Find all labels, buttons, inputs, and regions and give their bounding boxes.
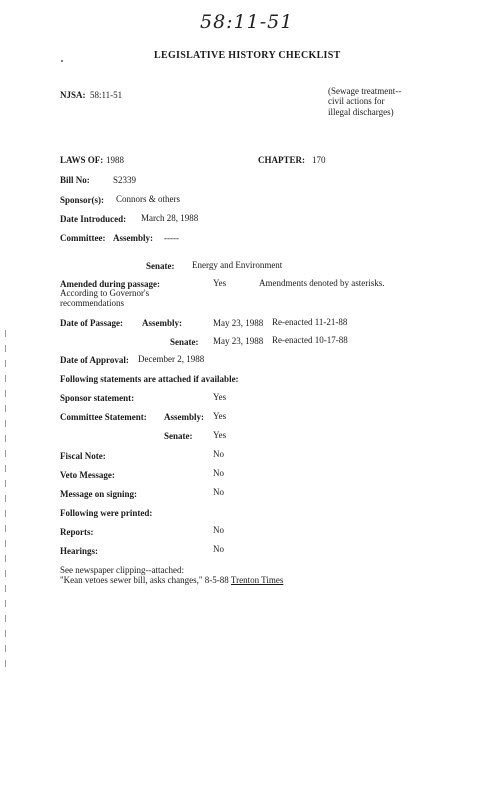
passage-senate-label: Senate: [170,337,199,347]
amended-label: Amended during passage: [60,279,161,289]
scan-edge-artifact [5,330,6,670]
laws-of-value: 1988 [106,155,124,165]
passage-senate-value: May 23, 1988 [213,336,264,346]
bill-no-value: S2339 [113,175,137,185]
amended-note: Amendments denoted by asterisks. [259,278,385,288]
bill-no-label: Bill No: [60,175,90,185]
amended-value: Yes [213,278,227,288]
passage-assembly-label: Assembly: [142,318,182,328]
veto-message-value: No [213,468,224,478]
approval-value: December 2, 1988 [138,354,205,364]
clipping-line2 [60,575,283,585]
approval-label: Date of Approval: [60,355,129,365]
hearings-label: Hearings: [60,546,98,556]
clipping-source: Trenton Times [230,575,284,585]
statements-heading: Following statements are attached if available: [60,374,239,384]
passage-senate-note: Re-enacted 10-17-88 [272,335,348,345]
passage-assembly-value: May 23, 1988 [213,318,264,328]
reports-value: No [213,525,224,535]
passage-label: Date of Passage: [60,318,123,328]
committee-senate-label: Senate: [146,261,175,271]
page-title: LEGISLATIVE HISTORY CHECKLIST [154,50,341,61]
committee-assembly-value: ----- [164,233,179,243]
sponsor-statement-label: Sponsor statement: [60,393,135,403]
sponsor-value: Connors & others [116,194,180,204]
chapter-label: CHAPTER: [258,155,305,165]
committee-statement-senate-label: Senate: [164,431,193,441]
laws-of-label: LAWS OF: [60,155,104,165]
fiscal-note-value: No [213,449,224,459]
njsa-value: 58:11-51 [90,90,123,100]
sponsor-label: Sponsor(s): [60,195,105,205]
committee-statement-label: Committee Statement: [60,412,147,422]
printed-heading: Following were printed: [60,508,153,518]
committee-senate-value: Energy and Environment [192,260,283,270]
fiscal-note-label: Fiscal Note: [60,451,106,461]
handwritten-citation: 58:11-51 [200,11,294,33]
committee-statement-assembly-label: Assembly: [164,412,204,422]
chapter-value: 170 [312,155,326,165]
committee-statement-senate-value: Yes [213,430,227,440]
njsa-description: (Sewage treatment--civil actions for illegal discharges) [328,86,402,117]
committee-assembly-label: Assembly: [113,233,153,243]
date-introduced-label: Date Introduced: [60,214,127,224]
clipping-line1: See newspaper clipping--attached: [60,565,184,575]
date-introduced-value: March 28, 1988 [141,213,199,223]
message-signing-label: Message on signing: [60,489,138,499]
clipping-headline: "Kean vetoes sewer bill, asks changes," 8-5-88 [60,575,229,585]
committee-label: Committee: [60,233,106,243]
njsa-label: NJSA: [60,90,86,100]
amended-sub: According to Governor's recommendations [60,288,150,309]
veto-message-label: Veto Message: [60,470,115,480]
scan-dot [61,60,63,62]
hearings-value: No [213,544,224,554]
passage-assembly-note: Re-enacted 11-21-88 [272,317,348,327]
sponsor-statement-value: Yes [213,392,227,402]
committee-statement-assembly-value: Yes [213,411,227,421]
reports-label: Reports: [60,527,94,537]
message-signing-value: No [213,487,224,497]
